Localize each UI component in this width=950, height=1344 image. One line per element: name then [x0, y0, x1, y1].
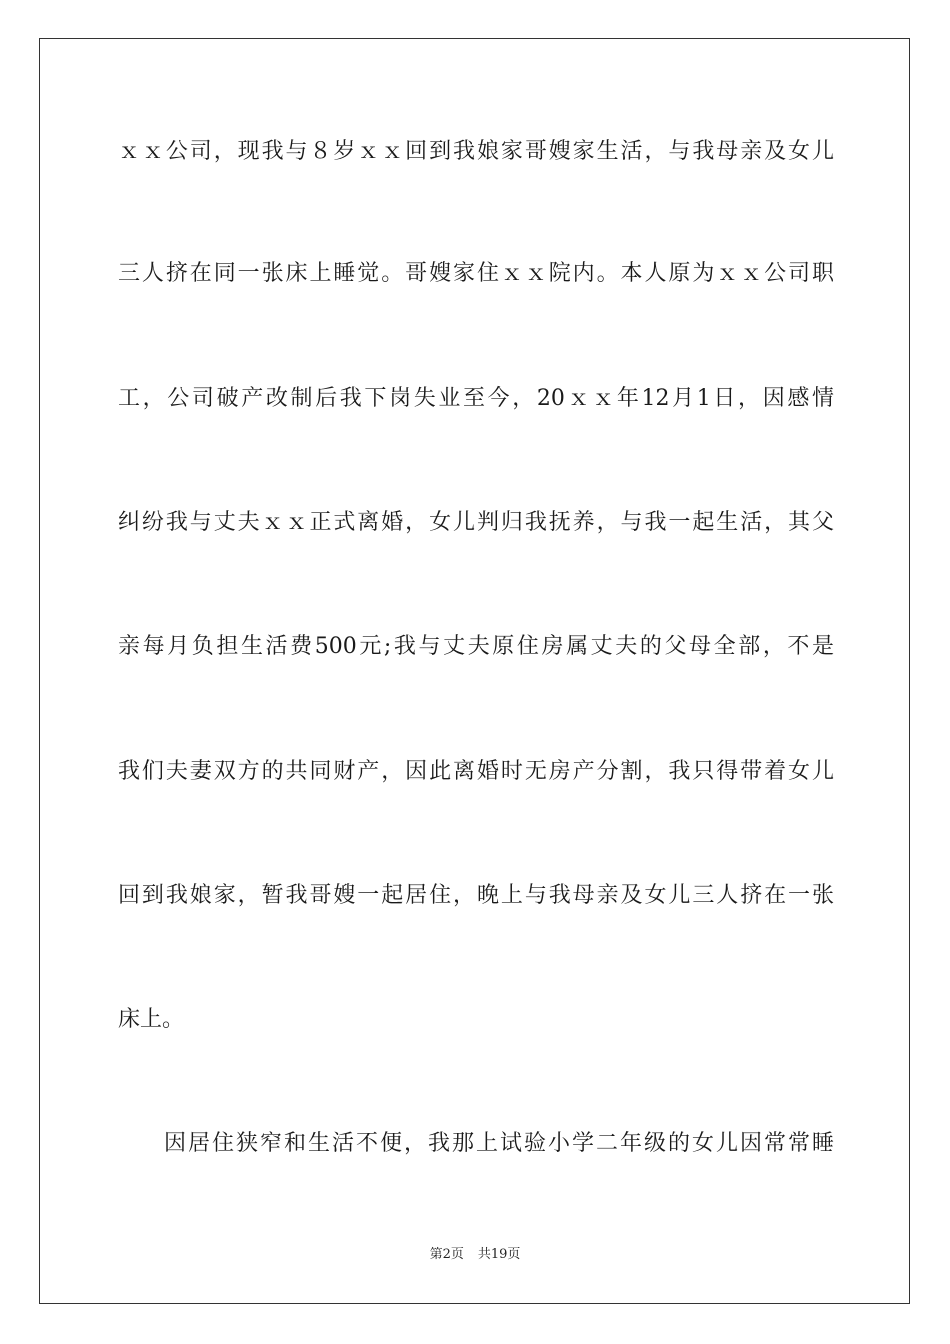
page-number: 第2页 — [429, 1247, 464, 1262]
total-pages: 共19页 — [477, 1247, 521, 1262]
text-line-3: 工，公司破产改制后我下岗失业至今，20ｘｘ年12月1日，因感情 — [118, 386, 834, 411]
text-line-7: 回到我娘家，暂我哥嫂一起居住，晚上与我母亲及女儿三人挤在一张 — [118, 883, 834, 908]
text-line-5: 亲每月负担生活费500元;我与丈夫原住房属丈夫的父母全部，不是 — [118, 634, 834, 659]
text-line-1: ｘｘ公司，现我与８岁ｘｘ回到我娘家哥嫂家生活，与我母亲及女儿 — [118, 139, 834, 164]
paragraph-start-line: 因居住狭窄和生活不便，我那上试验小学二年级的女儿因常常睡 — [164, 1131, 834, 1156]
page-border — [39, 38, 910, 1304]
text-line-6: 我们夫妻双方的共同财产，因此离婚时无房产分割，我只得带着女儿 — [118, 759, 834, 784]
text-line-4: 纠纷我与丈夫ｘｘ正式离婚，女儿判归我抚养，与我一起生活，其父 — [118, 510, 834, 535]
text-line-8: 床上。 — [118, 1007, 185, 1032]
text-line-2: 三人挤在同一张床上睡觉。哥嫂家住ｘｘ院内。本人原为ｘｘ公司职 — [118, 261, 834, 286]
page-footer — [0, 1246, 950, 1264]
